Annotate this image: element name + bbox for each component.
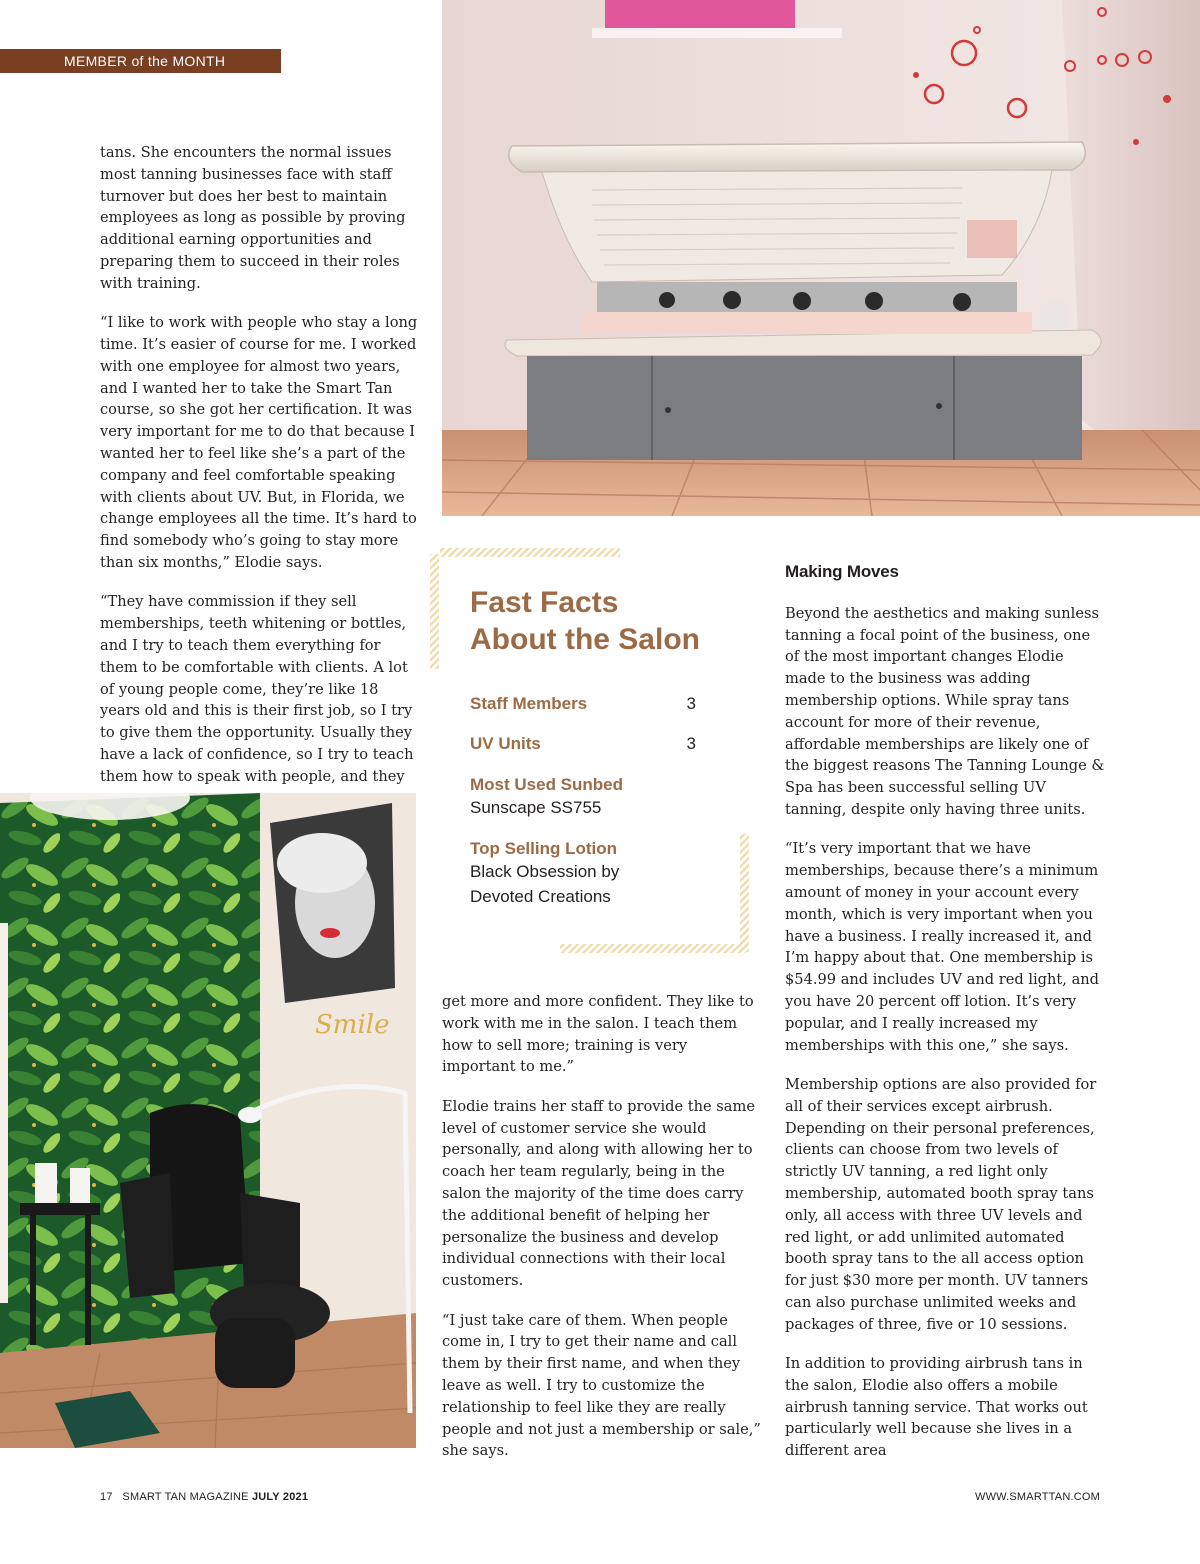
fact-value: Sunscape SS755: [470, 798, 602, 817]
fact-value: 3: [686, 694, 696, 713]
fact-top-selling-lotion: [470, 839, 696, 909]
salon-lounge-photo: [0, 793, 416, 1448]
paragraph: “It’s very important that we have memberships, because there’s a minimum amount of money in your account every month, which is very important when you have a business. I really increased it, and I’m happy about that. One membership is $54.99 and includes UV and red light, and you have 20 percent off lotion. It’s very popular, and I really increased my memberships with this one,” she says.: [785, 840, 1100, 1054]
article-column-2: [442, 991, 764, 1480]
fact-label: Most Used Sunbed: [470, 775, 624, 794]
fact-staff-members: [470, 694, 696, 714]
page-footer-left: [100, 1491, 308, 1503]
paragraph: Elodie trains her staff to provide the same level of customer service she would personally, and along with allowing her to coach her team regularly, being in the salon the majority of the time does carry the additional benefit of helping her personalize the business and develop individual connections with their local customers.: [442, 1097, 755, 1290]
paragraph: Membership options are also provided for all of their services except airbrush. Depending on their personal preferences, clients can choose from two levels of strictly UV tanning, a red light only membership, automated booth spray tans only, all access with three UV levels and red light, or add unlimited automated booth spray tans to the all access option for just $30 more per month. UV tanners can also purchase unlimited weeks and packages of three, five or 10 sessions.: [785, 1075, 1097, 1333]
fact-most-used-sunbed: [470, 775, 696, 820]
fast-facts-box: [430, 546, 752, 958]
paragraph: tans. She encounters the normal issues most tanning businesses face with staff turnover but does her best to maintain employees as long as possible by proving additional earning opportunities and preparing them to succeed in their roles with training.: [100, 144, 406, 292]
smile-sign: Smile: [315, 1010, 390, 1040]
article-column-3: [785, 561, 1107, 1480]
website-link[interactable]: WWW.SMARTTAN.COM: [974, 1491, 1100, 1503]
paragraph: get more and more confident. They like to work with me in the salon. I teach them how to sell more; training is very important to me.”: [442, 993, 754, 1076]
issue-date: JULY 2021: [251, 1491, 309, 1503]
fact-label: Staff Members: [470, 694, 588, 713]
page-number: 17: [100, 1491, 113, 1503]
magazine-name: SMART TAN MAGAZINE: [122, 1491, 249, 1503]
fast-facts-title-line1: Fast Facts: [470, 586, 619, 619]
tanning-bed-photo: [442, 0, 1200, 516]
paragraph: “I like to work with people who stay a long time. It’s easier of course for me. I worked with one employee for almost two years, and I wanted her to take the Smart Tan course, so she got her certification. It was very important for me to do that because I wanted her to feel like she’s a part of the company and feel comfortable speaking with clients about UV. But, in Florida, we change employees all the time. It’s hard to find somebody who’s going to stay more than six months,” Elodie says.: [100, 314, 418, 571]
fact-value: Black Obsession by: [470, 862, 620, 881]
fact-uv-units: [470, 734, 696, 754]
section-subhead: Making Moves: [785, 562, 899, 581]
paragraph: Beyond the aesthetics and making sunless tanning a focal point of the business, one of the most important changes Elodie made to the business was adding membership options. While spray tans account for more of their revenue, affordable memberships are likely one of the biggest reasons The Tanning Lounge & Spa has been successful selling UV tanning, despite only having three units.: [785, 604, 1105, 818]
section-label: MEMBER of the MONTH: [0, 49, 281, 73]
fast-facts-title-line2: About the Salon: [470, 623, 700, 656]
paragraph: In addition to providing airbrush tans in the salon, Elodie also offers a mobile airbrush tanning service. That works out particularly well because she lives in a different area: [785, 1355, 1088, 1460]
fact-value: Devoted Creations: [470, 887, 611, 906]
fact-label: Top Selling Lotion: [470, 839, 617, 858]
fast-facts-title: [470, 584, 750, 658]
paragraph: “I just take care of them. When people come in, I try to get their name and call them by their first name, and when they leave as well. I try to customize the relationship to feel like they are really people and not just a membership or sale,” she says.: [442, 1311, 761, 1460]
article-column-1: [100, 142, 422, 805]
fact-value: 3: [686, 734, 696, 753]
paragraph: “They have commission if they sell memberships, teeth whitening or bottles, and I try to teach them everything for them to be comfortable with clients. A lot of young people come, they’re like 18 years old and this is their first job, so I try to give them the opportunity. Usually they have a lack of confidence, so I try to teach them how to speak with people, and they: [100, 593, 414, 785]
fact-label: UV Units: [470, 734, 541, 753]
